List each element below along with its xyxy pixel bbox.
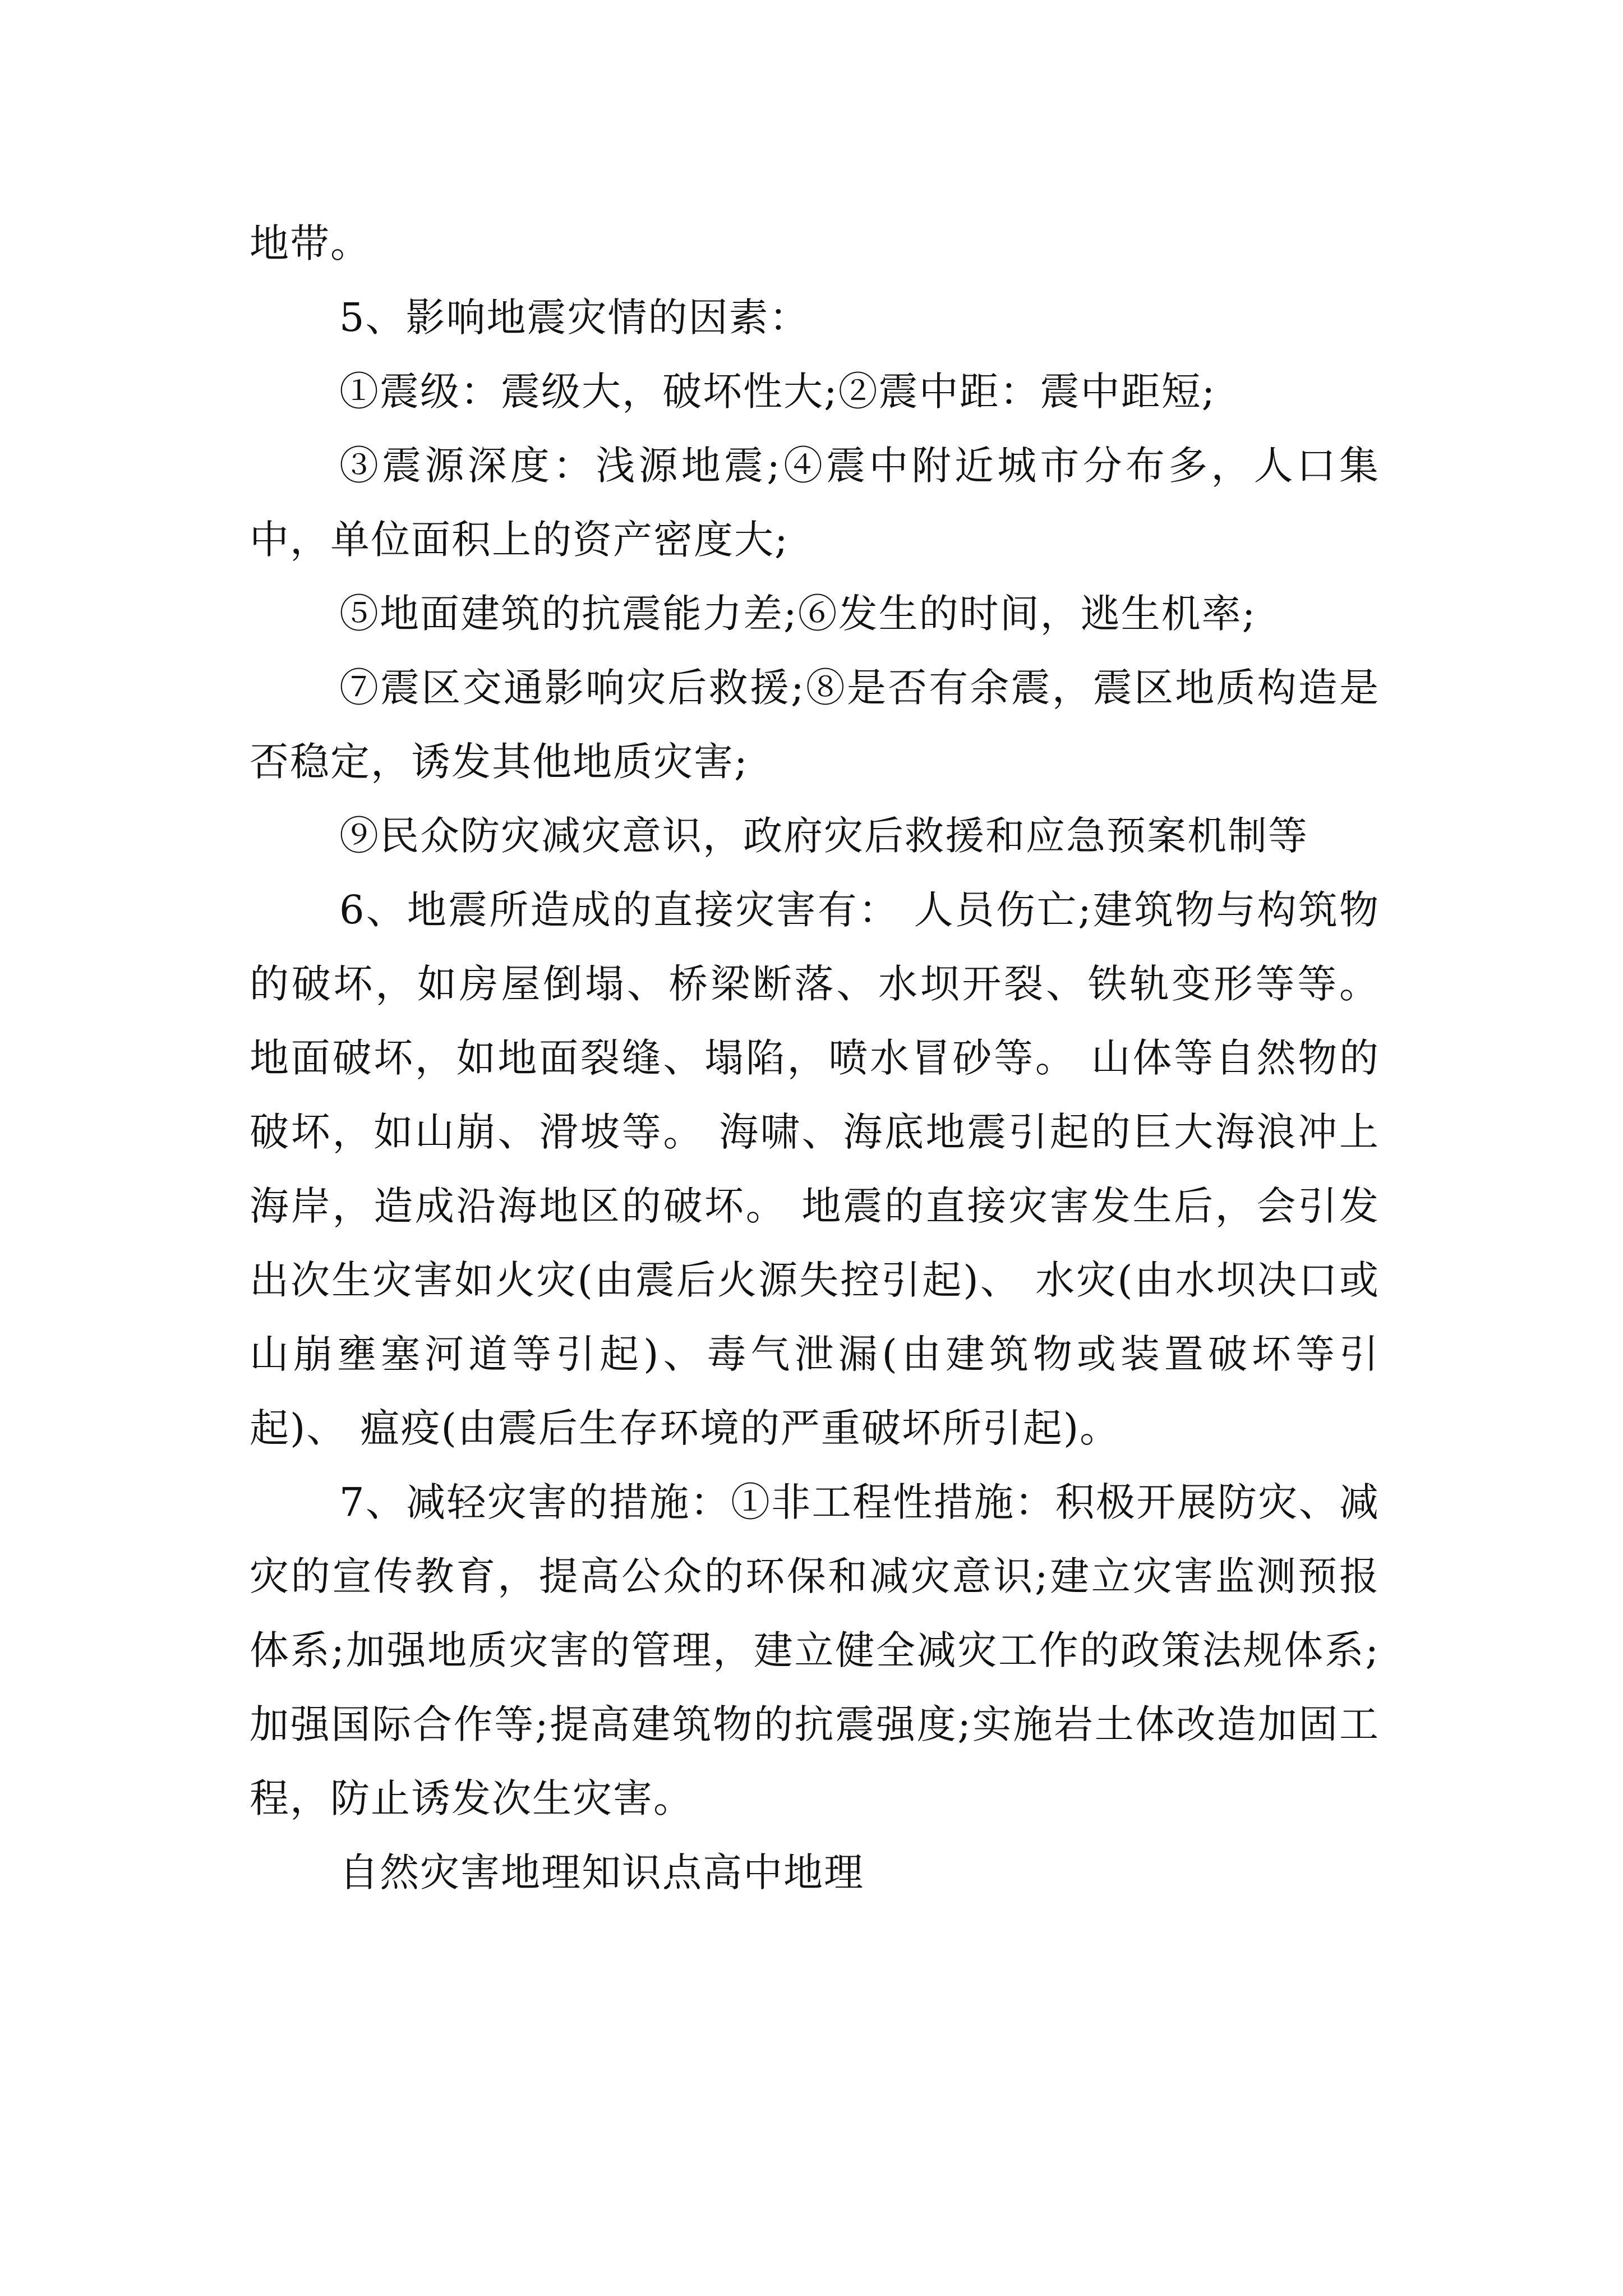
paragraph-factor-5-6: ⑤地面建筑的抗震能力差;⑥发生的时间，逃生机率;: [339, 591, 1257, 637]
paragraph-factor-3-4: ③震源深度：浅源地震;④震中附近城市分布多，人口集中，单位面积上的资产密度大;: [250, 443, 1380, 563]
paragraph-section-6: 6、地震所造成的直接灾害有： 人员伤亡;建筑物与构筑物的破坏，如房屋倒塌、桥梁断落、水坝开裂、铁轨变形等等。 地面破坏，如地面裂缝、塌陷，喷水冒砂等。 山体等自然物的破坏，如山崩、滑坡等。 海啸、海底地震引起的巨大海浪冲上海岸，造成沿海地区的破坏。 地震的直接灾害发生后，会引发出次生灾害如火灾(由震后火源失控引起)、 水灾(由水坝决口或山崩壅塞河道等引起)、毒气泄漏(由建筑物或装置破坏等引起)、 瘟疫(由震后生存环境的严重破坏所引起)。: [250, 887, 1380, 1451]
paragraph-section-7: 7、减轻灾害的措施：①非工程性措施：积极开展防灾、减灾的宣传教育，提高公众的环保和减灾意识;建立灾害监测预报体系;加强地质灾害的管理，建立健全减灾工作的政策法规体系;加强国际合作等;提高建筑物的抗震强度;实施岩土体改造加固工程，防止诱发次生灾害。: [250, 1479, 1380, 1821]
paragraph-factor-7-8: ⑦震区交通影响灾后救援;⑧是否有余震，震区地质构造是否稳定，诱发其他地质灾害;: [250, 665, 1380, 785]
paragraph-section-5-heading: 5、影响地震灾情的因素：: [339, 295, 810, 341]
paragraph-continuation: 地带。: [250, 220, 371, 266]
paragraph-factor-1-2: ①震级：震级大，破坏性大;②震中距：震中距短;: [339, 369, 1216, 415]
paragraph-factor-9: ⑨民众防灾减灾意识，政府灾后救援和应急预案机制等: [339, 813, 1308, 859]
document-body: [250, 206, 1380, 1910]
paragraph-closing-title: 自然灾害地理知识点高中地理: [339, 1849, 864, 1895]
